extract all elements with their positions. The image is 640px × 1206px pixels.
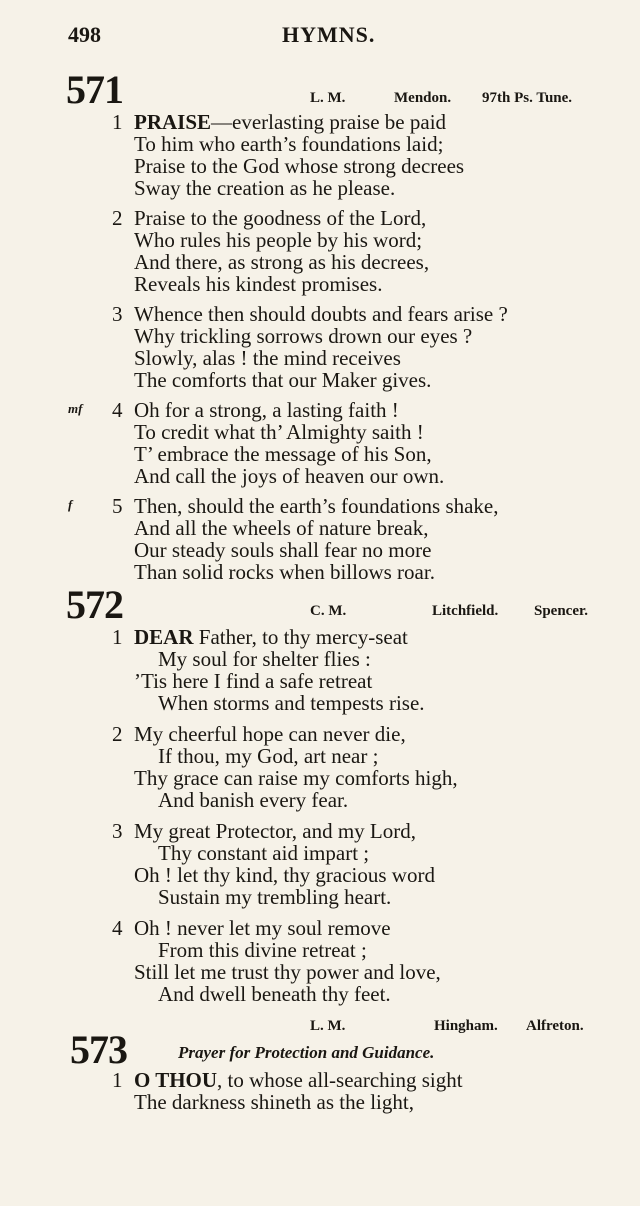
verse-number: 1 [112,1068,123,1092]
meter: L. M. [310,90,346,106]
tune-name: Spencer. [534,603,589,619]
verse-line: And dwell beneath thy feet. [158,982,391,1006]
verse-line: To credit what th’ Almighty saith ! [134,420,424,444]
verse-line: Than solid rocks when billows roar. [134,560,435,584]
verse-line: Our steady souls shall fear no more [134,538,432,562]
verse-lead-word: O THOU [134,1068,218,1092]
verse-line: And there, as strong as his decrees, [134,250,430,274]
running-title: HYMNS. [282,22,376,47]
hymn-number: 572 [66,582,123,627]
verse-line: My cheerful hope can never die, [134,722,406,746]
verse-number: 4 [112,916,123,940]
verse-line: To him who earth’s foundations laid; [134,132,444,156]
verse-line: From this divine retreat ; [158,938,367,962]
verse-line: Oh ! let thy kind, thy gracious word [134,863,435,887]
verse-line: Who rules his people by his word; [134,228,423,252]
hymn-number: 573 [70,1027,127,1072]
verse-lead-word: DEAR [134,625,194,649]
verse-line: Oh for a strong, a lasting faith ! [134,398,399,422]
verse-line: Reveals his kindest promises. [134,272,383,296]
verse-line: And banish every fear. [158,788,349,812]
verse-line: If thou, my God, art near ; [158,744,379,768]
verse-line: And all the wheels of nature break, [134,516,429,540]
tune-name: 97th Ps. Tune. [482,90,573,106]
verse-number: 3 [112,302,123,326]
verse-line: Praise to the goodness of the Lord, [134,206,427,230]
verse-number: 4 [112,398,123,422]
verse-line: And call the joys of heaven our own. [134,464,445,488]
tune-name: Alfreton. [526,1018,584,1034]
verse-line: My soul for shelter flies : [158,647,371,671]
verse-line: ’Tis here I find a safe retreat [134,669,373,693]
verse-line: Then, should the earth’s foundations shake, [134,494,499,518]
verse-number: 3 [112,819,123,843]
verse-line: When storms and tempests rise. [158,691,425,715]
verse-line: O THOU, to whose all-searching sight [134,1068,463,1092]
verse-line: Slowly, alas ! the mind receives [134,346,401,370]
page-number: 498 [68,22,101,47]
tune-name: Litchfield. [432,603,499,619]
verse-line: Still let me trust thy power and love, [134,960,441,984]
hymn-subtitle: Prayer for Protection and Guidance. [178,1043,435,1062]
meter: C. M. [310,603,347,619]
verse-number: 1 [112,110,123,134]
verse-number: 2 [112,722,123,746]
verse-line: Sustain my trembling heart. [158,885,392,909]
tune-name: Hingham. [434,1018,498,1034]
dynamic-marking: mf [68,401,83,416]
meter: L. M. [310,1018,346,1034]
verse-line: Thy grace can raise my comforts high, [134,766,458,790]
verse-line: Whence then should doubts and fears arise ? [134,302,508,326]
verse-line: The comforts that our Maker gives. [134,368,432,392]
dynamic-marking: f [68,497,73,512]
verse-line: Thy constant aid impart ; [158,841,370,865]
verse-line: Praise to the God whose strong decrees [134,154,465,178]
hymn-number: 571 [66,67,123,112]
verse-number: 5 [112,494,123,518]
verse-line: The darkness shineth as the light, [134,1090,414,1114]
verse-line: Oh ! never let my soul remove [134,916,391,940]
verse-line: My great Protector, and my Lord, [134,819,417,843]
page-header [0,22,640,52]
verse-line: PRAISE—everlasting praise be paid [134,110,447,134]
verse-line: Sway the creation as he please. [134,176,396,200]
verse-line: Why trickling sorrows drown our eyes ? [134,324,473,348]
verse-number: 1 [112,625,123,649]
tune-name: Mendon. [394,90,452,106]
verse-lead-word: PRAISE [134,110,212,134]
verse-number: 2 [112,206,123,230]
verse-line: T’ embrace the message of his Son, [134,442,432,466]
verse-line: DEAR Father, to thy mercy-seat [134,625,408,649]
